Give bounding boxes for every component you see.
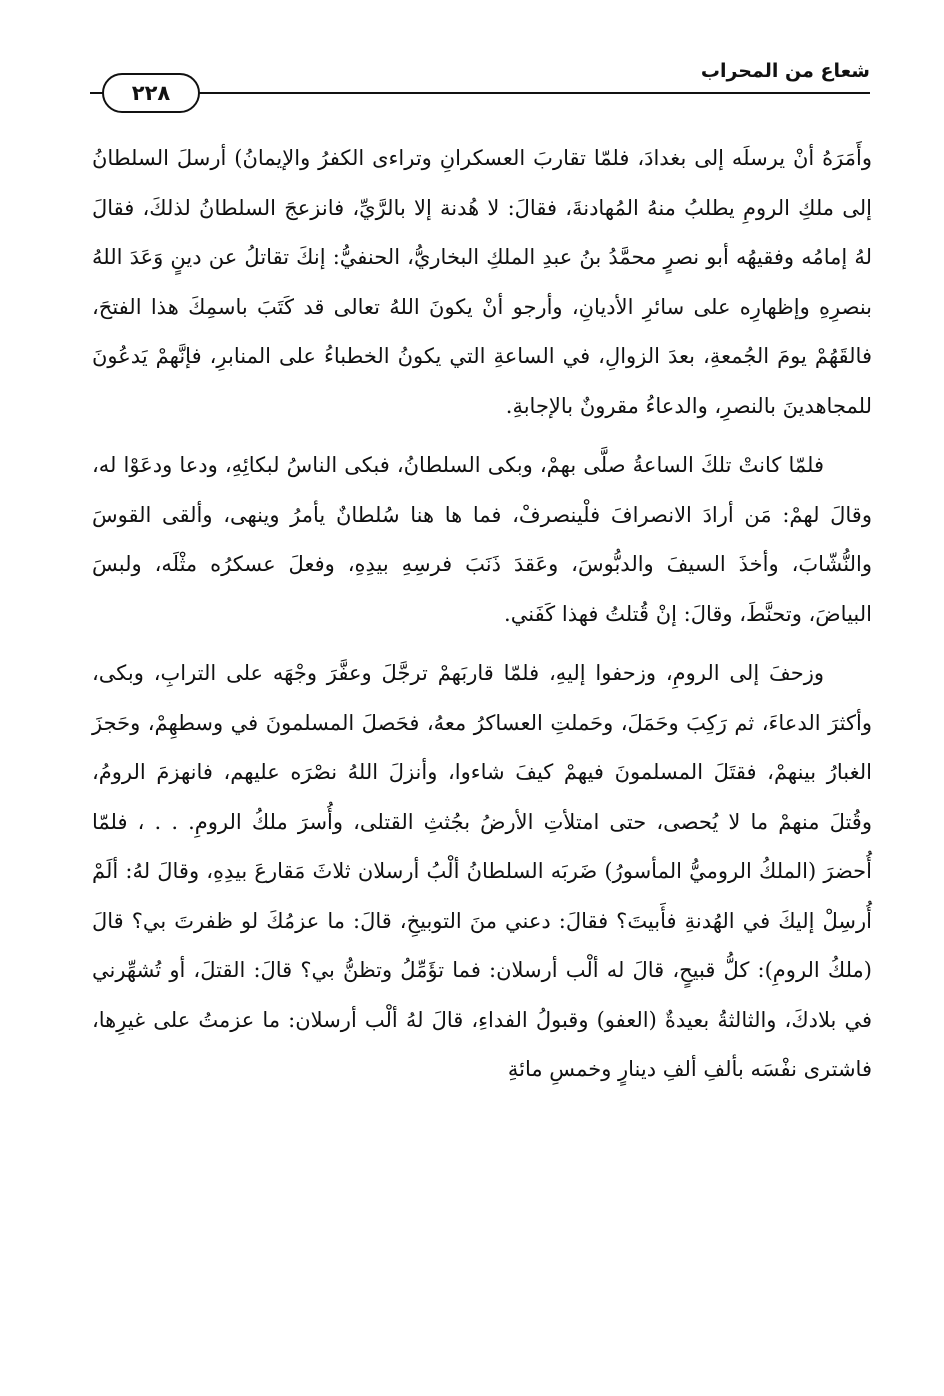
header-rule xyxy=(90,92,870,94)
paragraph: فلمّا كانتْ تلكَ الساعةُ صلَّى بهمْ، وبكى السلطانُ، فبكى الناسُ لبكائِهِ، ودعا ودعَوْا له، وقالَ لهمْ: مَن أرادَ الانصرافَ فلْينصرفْ، فما ها هنا سُلطانٌ يأمرُ وينهى، وألقى القوسَ والنُّشّابَ، وأخذَ السيفَ والدبُّوسَ، وعَقدَ ذَنَبَ فرسِهِ بيدِهِ، وفعلَ عسكرُه مثْلَه، ولبسَ البياضَ، وتحنَّطَ، وقالَ: إنْ قُتلتُ فهذا كَفَني. xyxy=(92,453,872,626)
body-text xyxy=(92,134,872,1095)
paragraph: وزحفَ إلى الرومِ، وزحفوا إليهِ، فلمّا قاربَهمْ ترجَّلَ وعفَّرَ وجْهَه على الترابِ، وبكى، وأكثرَ الدعاءَ، ثم رَكِبَ وحَمَلَ، وحَملتِ العساكرُ معهُ، فحَصلَ المسلمونَ في وسطهِمْ، وحَجزَ الغبارُ بينهمْ، فقتَلَ المسلمونَ فيهمْ كيفَ شاءوا، وأنزلَ اللهُ نصْرَه عليهم، فانهزمَ الرومُ، وقُتلَ منهمْ ما لا يُحصى، حتى امتلأتِ الأرضُ بجُثثِ القتلى، وأُسرَ ملكُ الرومِ. . . ، فلمّا أُحضرَ (الملكُ الروميُّ المأسورُ) ضَربَه السلطانُ ألْبُ أرسلان ثلاثَ مَقارعَ بيدِهِ، وقالَ لهُ: ألَمْ أُرسِلْ إليكَ في الهُدنةِ فأَبيتَ؟ فقالَ: دعني منَ التوبيخِ، قالَ: ما عزمُكَ لو ظفرتَ بي؟ قالَ (ملكُ الرومِ): كلُّ قبيحٍ، قالَ له ألْب أرسلان: فما تؤَمِّلُ وتظنُّ بي؟ قالَ: القتلَ، أو تُشهِّرني في بلادكَ، والثالثةُ بعيدةٌ (العفو) وقبولُ الفداءِ، قالَ لهُ ألْب أرسلان: ما عزمتُ على غيرِها، فاشترى نفْسَه بألفِ ألفِ دينارٍ وخمسِ مائةِ xyxy=(92,661,872,1081)
page-number: ٢٢٨ xyxy=(102,73,200,113)
running-title: شعاع من المحراب xyxy=(700,60,870,82)
page-header xyxy=(90,58,870,114)
paragraph: وأَمَرَهُ أنْ يرسلَه إلى بغدادَ، فلمّا تقاربَ العسكرانِ وتراءى الكفرُ والإيمانُ) أرسلَ السلطانُ إلى ملكِ الرومِ يطلبُ منهُ المُهادنةَ، فقالَ: لا هُدنة إلا بالرَّيِّ، فانزعجَ السلطانُ لذلكَ، فقالَ لهُ إمامُه وفقيهُه أبو نصرٍ محمَّدُ بنُ عبدِ الملكِ البخاريُّ، الحنفيُّ: إنكَ تقاتلُ عن دينٍ وَعَدَ اللهُ بنصرِهِ وإظهارِه على سائرِ الأديانِ، وأرجو أنْ يكونَ اللهُ تعالى قد كَتَبَ باسمِكَ هذا الفتحَ، فالقَهُمْ يومَ الجُمعةِ، بعدَ الزوالِ، في الساعةِ التي يكونُ الخطباءُ على المنابرِ، فإنَّهمْ يَدعُونَ للمجاهدينَ بالنصرِ، والدعاءُ مقرونٌ بالإجابةِ. xyxy=(92,146,872,418)
